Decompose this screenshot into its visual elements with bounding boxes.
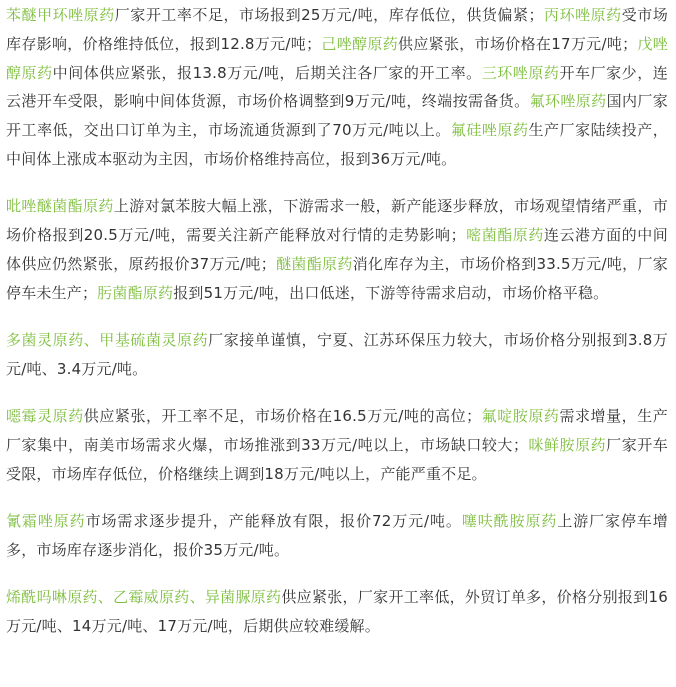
paragraph-text: 厂家接单谨慎，宁夏、江苏环保压力较大，市场价格分别报到3.8万元/吨、3.4万元/吨。 — [6, 330, 668, 378]
paragraph-text: 供应紧张，厂家开工率低，外贸订单多，价格分别报到16万元/吨、14万元/吨、17万元/吨，后期供应较难缓解。 — [6, 588, 668, 635]
product-name-highlight: 戊唑醇原药 — [6, 34, 668, 82]
paragraph-text: 报到51万元/吨，出口低迷，下游等待需求启动，市场价格平稳。 — [173, 283, 609, 302]
article-paragraph — [6, 583, 668, 641]
product-name-highlight: 丙环唑原药 — [543, 6, 622, 24]
paragraph-text: 消化库存为主，市场价格到33.5万元/吨，厂家停车未生产； — [6, 254, 668, 302]
paragraph-text: 上游对氯苯胺大幅上涨，下游需求一般，新产能逐步释放，市场观望情绪严重，市场价格报到20.5万元/吨，需要关注新产能释放对行情的走势影响； — [6, 197, 668, 245]
paragraph-text: 市场需求逐步提升，产能释放有限，报价72万元/吨。 — [85, 511, 462, 530]
paragraph-text: 受市场库存影响，价格维持低位，报到12.8万元/吨； — [6, 6, 668, 53]
paragraph-text: 开车厂家少，连云港开车受限，影响中间体货源，市场价格调整到9万元/吨，终端按需备货。 — [6, 63, 668, 111]
product-name-highlight: 己唑醇原药 — [321, 34, 399, 53]
product-name-highlight: 苯醚甲环唑原药 — [6, 6, 115, 24]
product-name-highlight: 咪鲜胺原药 — [528, 435, 607, 454]
article-paragraph — [6, 507, 668, 565]
product-name-highlight: 嘧菌酯原药 — [465, 226, 544, 245]
product-name-highlight: 多菌灵原药、甲基硫菌灵原药 — [6, 330, 209, 349]
product-name-highlight: 噻呋酰胺原药 — [461, 511, 558, 530]
paragraph-text: 生产厂家陆续投产，中间体上涨成本驱动为主因，市场价格维持高位，报到36万元/吨。 — [6, 121, 668, 168]
product-name-highlight: 氰霜唑原药 — [6, 511, 86, 530]
paragraph-text: 供应紧张，市场价格在17万元/吨； — [398, 34, 638, 53]
paragraph-text: 上游厂家停车增多，市场库存逐步消化，报价35万元/吨。 — [6, 511, 668, 559]
article-paragraph — [6, 1, 668, 174]
paragraph-text: 国内厂家开工率低，交出口订单为主，市场流通货源到了70万元/吨以上。 — [6, 92, 668, 140]
article-paragraph — [6, 326, 668, 384]
paragraph-text: 中间体供应紧张，报13.8万元/吨，后期关注各厂家的开工率。 — [52, 63, 482, 82]
article-paragraph — [6, 192, 668, 307]
product-name-highlight: 三环唑原药 — [481, 63, 560, 82]
product-name-highlight: 烯酰吗啉原药、乙霉威原药、异菌脲原药 — [6, 588, 282, 607]
paragraph-text: 需求增量，生产厂家集中，南美市场需求火爆，市场推涨到33万元/吨以上，市场缺口较大； — [6, 407, 668, 454]
paragraph-text: 厂家开车受限，市场库存低位，价格继续上调到18万元/吨以上，产能严重不足。 — [6, 435, 668, 483]
product-name-highlight: 醚菌酯原药 — [275, 254, 353, 273]
paragraph-text: 连云港方面的中间体供应仍然紧张，原药报价37万元/吨； — [6, 226, 668, 273]
paragraph-text: 供应紧张，开工率不足，市场价格在16.5万元/吨的高位； — [83, 407, 482, 426]
paragraph-text: 厂家开工率不足，市场报到25万元/吨，库存低位，供货偏紧； — [114, 6, 544, 24]
product-name-highlight: 氟啶胺原药 — [481, 407, 560, 426]
article-paragraph — [6, 402, 668, 488]
product-name-highlight: 氟硅唑原药 — [450, 121, 529, 140]
product-name-highlight: 噁霉灵原药 — [6, 407, 84, 426]
product-name-highlight: 肟菌酯原药 — [97, 283, 174, 302]
product-name-highlight: 氟环唑原药 — [529, 92, 607, 111]
product-name-highlight: 吡唑醚菌酯原药 — [6, 197, 114, 216]
